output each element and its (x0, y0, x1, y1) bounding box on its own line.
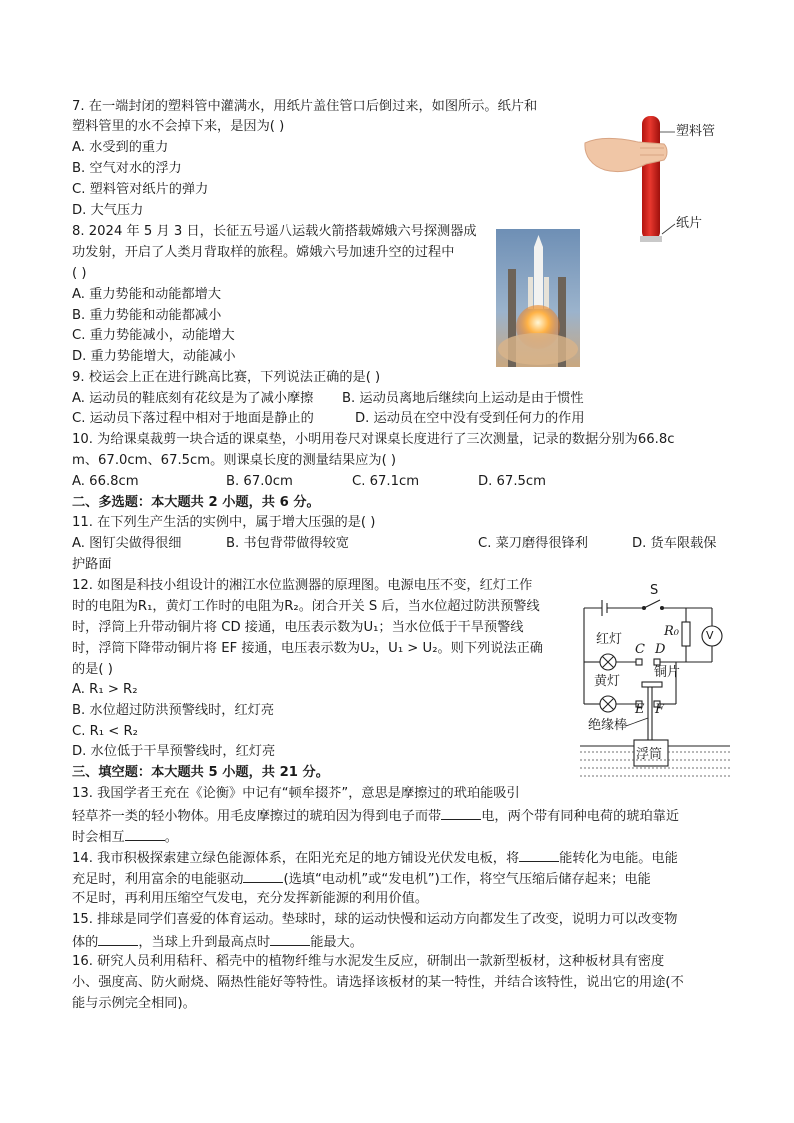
q10-option-b: B. 67.0cm (226, 474, 293, 489)
q8-stem-line3: ( ) (72, 266, 87, 281)
q10-option-d: D. 67.5cm (478, 474, 546, 489)
circuit-label-yellow-lamp: 黄灯 (594, 674, 621, 689)
q13-line3 (72, 826, 178, 848)
q16-line1: 16. 研究人员利用秸秆、稻壳中的植物纤维与水泥发生反应，研制出一款新型板材，这种板材具有密度 (72, 954, 665, 969)
q14-line2-text-b: (选填“电动机”或“发电机”)工作，将空气压缩后储存起来；电能 (283, 872, 651, 887)
circuit-label-v: V (706, 629, 714, 642)
q9-option-b: B. 运动员离地后继续向上运动是由于惯性 (342, 391, 584, 406)
q7-option-a: A. 水受到的重力 (72, 140, 169, 155)
plastic-tube (642, 116, 660, 240)
q8-rocket-photo (496, 229, 580, 367)
q14-line1-text-b: 能转化为电能。电能 (559, 851, 678, 866)
q15-line2-text-c: 能最大。 (310, 935, 363, 950)
circuit-label-red-lamp: 红灯 (596, 632, 623, 647)
q14-line1-text-a: 14. 我市积极探索建立绿色能源体系，在阳光充足的地方铺设光伏发电板，将 (72, 851, 520, 866)
section-multiple-choice-heading: 二、多选题：本大题共 2 小题，共 6 分。 (72, 495, 320, 510)
q14-line2 (72, 868, 651, 890)
q11-option-b: B. 书包背带做得较宽 (226, 536, 349, 551)
q9-stem: 9. 校运会上正在进行跳高比赛，下列说法正确的是( ) (72, 370, 381, 385)
q7-stem-line1: 7. 在一端封闭的塑料管中灌满水，用纸片盖住管口后倒过来，如图所示。纸片和 (72, 99, 538, 114)
q13-blank-2[interactable] (125, 826, 165, 841)
q9-option-a: A. 运动员的鞋底刻有花纹是为了减小摩擦 (72, 391, 314, 406)
q15-line2-text-b: ，当球上升到最高点时 (138, 935, 271, 950)
q8-option-b: B. 重力势能和动能都减小 (72, 308, 222, 323)
q10-option-a: A. 66.8cm (72, 474, 139, 489)
q12-option-d: D. 水位低于干旱预警线时，红灯亮 (72, 744, 276, 759)
section-fill-blank-heading: 三、填空题：本大题共 5 小题，共 21 分。 (72, 765, 329, 780)
q8-stem-line1: 8. 2024 年 5 月 3 日，长征五号遥八运载火箭搭载嫦娥六号探测器成 (72, 224, 477, 239)
q8-option-c: C. 重力势能减小，动能增大 (72, 328, 235, 343)
q12-stem-line5: 的是( ) (72, 662, 113, 677)
q14-line2-text-a: 充足时，利用富余的电能驱动 (72, 872, 244, 887)
q7-option-b: B. 空气对水的浮力 (72, 161, 182, 176)
q11-option-d-cont: 护路面 (72, 557, 112, 572)
q7-option-d: D. 大气压力 (72, 203, 144, 218)
q16-line3: 能与示例完全相同)。 (72, 996, 196, 1011)
q13-line2-text-b: 电，两个带有同种电荷的琥珀靠近 (481, 809, 680, 824)
q7-label-tube: 塑料管 (676, 124, 716, 139)
circuit-label-rod: 绝缘棒 (588, 718, 628, 733)
circuit-label-e: E (635, 702, 645, 717)
q15-blank-1[interactable] (98, 931, 138, 946)
paper-sheet (640, 236, 662, 242)
q14-blank-2[interactable] (243, 868, 283, 883)
q14-line3: 不足时，再利用压缩空气发电，充分发挥新能源的利用价值。 (72, 891, 429, 906)
q15-blank-2[interactable] (270, 931, 310, 946)
q10-stem-line1: 10. 为给课桌裁剪一块合适的课桌垫，小明用卷尺对课桌长度进行了三次测量，记录的数据分别为66.8c (72, 432, 675, 447)
q12-stem-line4: 时，浮筒下降带动铜片将 EF 接通，电压表示数为U₂，U₁ > U₂。则下列说法正确 (72, 641, 543, 656)
q12-option-b: B. 水位超过防洪预警线时，红灯亮 (72, 703, 275, 718)
q12-stem-line1: 12. 如图是科技小组设计的湘江水位监测器的原理图。电源电压不变，红灯工作 (72, 578, 533, 593)
q13-blank-1[interactable] (441, 805, 481, 820)
q13-line1: 13. 我国学者王充在《论衡》中记有“顿牟掇芥”，意思是摩擦过的玳珀能吸引 (72, 786, 520, 801)
q14-blank-1[interactable] (519, 847, 559, 862)
q13-line2 (72, 805, 679, 827)
q8-option-d: D. 重力势能增大，动能减小 (72, 349, 236, 364)
rocket-body (534, 247, 543, 309)
q12-stem-line2: 时的电阻为R₁，黄灯工作时的电阻为R₂。闭合开关 S 后，当水位超过防洪预警线 (72, 599, 540, 614)
q12-option-a: A. R₁ > R₂ (72, 682, 138, 697)
circuit-label-r0: R₀ (664, 624, 679, 639)
q9-option-d: D. 运动员在空中没有受到任何力的作用 (355, 411, 585, 426)
circuit-label-copper: 铜片 (654, 665, 681, 680)
q8-stem-line2: 功发射，开启了人类月背取样的旅程。嫦娥六号加速升空的过程中 (72, 245, 455, 260)
q9-option-c: C. 运动员下落过程中相对于地面是静止的 (72, 411, 314, 426)
q8-option-a: A. 重力势能和动能都增大 (72, 287, 222, 302)
q12-option-c: C. R₁ < R₂ (72, 724, 138, 739)
circuit-label-f: F (655, 702, 665, 717)
q15-line1: 15. 排球是同学们喜爱的体育运动。垫球时，球的运动快慢和运动方向都发生了改变，说明力可以改变物 (72, 912, 678, 927)
q15-line2 (72, 931, 363, 953)
q11-option-d: D. 货车限载保 (632, 536, 717, 551)
q11-option-c: C. 菜刀磨得很锋利 (478, 536, 588, 551)
q13-line3-text-b: 。 (164, 830, 178, 845)
q13-line2-text-a: 轻草芥一类的轻小物体。用毛皮摩擦过的琥珀因为得到电子而带 (72, 809, 442, 824)
q10-option-c: C. 67.1cm (352, 474, 420, 489)
q12-stem-line3: 时，浮筒上升带动铜片将 CD 接通，电压表示数为U₁；当水位低于干旱预警线 (72, 620, 524, 635)
circuit-label-c: C (635, 642, 645, 657)
q16-line2: 小、强度高、防火耐烧、隔热性能好等特性。请选择该板材的某一特性，并结合该特性，说出它的用途(不 (72, 975, 684, 990)
circuit-label-d: D (655, 642, 666, 657)
q7-option-c: C. 塑料管对纸片的弹力 (72, 182, 209, 197)
q11-option-a: A. 图钉尖做得很细 (72, 536, 182, 551)
circuit-label-float: 浮筒 (636, 747, 663, 762)
q7-label-paper: 纸片 (676, 216, 703, 231)
q15-line2-text-a: 体的 (72, 935, 99, 950)
q7-stem-line2: 塑料管里的水不会掉下来，是因为( ) (72, 119, 285, 134)
q14-line1 (72, 847, 678, 869)
q13-line3-text-a: 时会相互 (72, 830, 125, 845)
circuit-label-s: S (650, 583, 659, 598)
q10-stem-line2: m、67.0cm、67.5cm。则课桌长度的测量结果应为( ) (72, 453, 397, 468)
q11-stem: 11. 在下列生产生活的实例中，属于增大压强的是( ) (72, 515, 376, 530)
